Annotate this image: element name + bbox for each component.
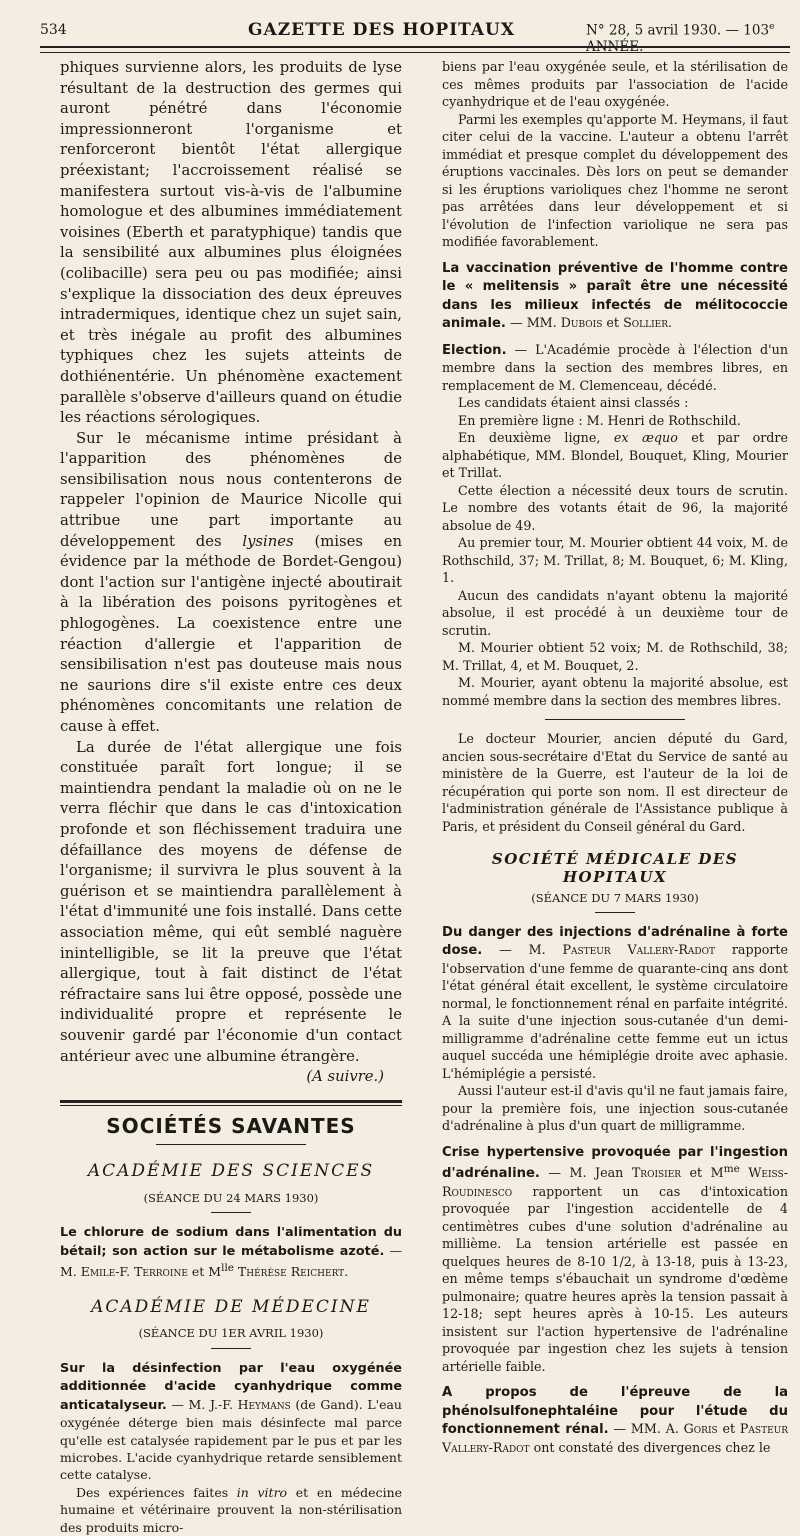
divider — [211, 1348, 251, 1349]
paragraph — [60, 429, 402, 738]
text-run-italic: in vitro — [236, 1484, 288, 1500]
text-run: et — [602, 315, 624, 330]
paragraph: M. Mourier, ayant obtenu la majorité absolue, est nommé membre dans la section des membres libres. — [442, 675, 788, 708]
divider — [211, 1212, 251, 1213]
header-rule — [40, 46, 790, 53]
session-date: (SÉANCE DU 1ER AVRIL 1930) — [138, 1326, 324, 1341]
paragraph: En première ligne : M. Henri de Rothschild. — [458, 412, 741, 428]
report-heading: Election. — [442, 342, 507, 358]
paragraph: Aussi l'auteur est-il d'avis qu'il ne faut jamais faire, pour la première fois, une injection sous-cutanée d'adrénaline à plus d'un quart de milligramme. — [442, 1083, 788, 1133]
page-header — [0, 14, 800, 55]
spacer — [442, 251, 788, 259]
report-heading: Sur la désinfection par l'eau oxygénée additionnée d'acide cyanhydrique comme anticatalyseur. — [60, 1361, 402, 1413]
paragraph: Parmi les exemples qu'apporte M. Heymans, il faut citer celui de la vaccine. L'auteur a obtenu l'arrêt immédiat et presque complet du développement des éruptions vaccinales. Dès lors on peut se demander si les éruptions varioliques chez l'homme ne seront pas arrêtées dans leur développement et si l'évolution de l'infection variolique ne sera pas modifiée favorablement. — [442, 111, 788, 249]
report-heading: Le chlorure de sodium dans l'alimentation du bétail; son action sur le métabolisme azoté. — [60, 1225, 402, 1259]
academy-title: ACADÉMIE DES SCIENCES — [87, 1161, 375, 1182]
author-name: Goris — [683, 1421, 718, 1437]
report-item — [60, 1359, 402, 1484]
paragraph: Cette élection a nécessité deux tours de scrutin. Le nombre des votants était de 96, la majorité absolue de 49. — [442, 482, 788, 533]
society-title: SOCIÉTÉ MÉDICALE DES HOPITAUX — [491, 850, 739, 886]
text-run-italic: ex æquo — [613, 430, 678, 445]
issue-date: N° 28, 5 avril 1930. — 103 — [586, 22, 770, 39]
spacer — [442, 333, 788, 341]
paragraph — [442, 429, 788, 482]
report-item — [442, 923, 788, 1083]
session-date: (SÉANCE DU 7 MARS 1930) — [531, 891, 699, 905]
text-run: — MM. A. — [608, 1421, 684, 1437]
text-run: Des expériences faites — [76, 1484, 237, 1500]
text-run: et — [717, 1421, 740, 1437]
report-item — [60, 1223, 402, 1280]
text-run: — M. — [60, 1242, 402, 1280]
author-name: Dubois — [560, 315, 603, 330]
text-run: rapporte l'observation d'une femme de quarante-cinq ans dont l'état général était excellent, le système circulatoire normal, le fonctionnement rénal en parfaite intégrité. A la suite d'une injection sous-cutanée d'un demi-milligramme d'adrénaline cette femme eut un ictus auquel succéda une hémiplégie droite avec aphasie. L'hémiplégie a persisté. — [442, 942, 789, 1081]
text-run: et par ordre alphabétique, MM. Blondel, Bouquet, Kling, Mourier et Trillat. — [442, 430, 788, 480]
text-run: — M. Jean — [539, 1165, 632, 1181]
text-run: et M — [681, 1165, 724, 1181]
text-run: — L'Académie procède à l'élection d'un membre dans la section des membres libres, en remplacement de M. Clemenceau, décédé. — [442, 341, 788, 393]
paragraph: Au premier tour, M. Mourier obtient 44 voix, M. de Rothschild, 37; M. Trillat, 8; M. Bouquet, 6; M. Kling, 1. — [442, 535, 788, 585]
right-column — [442, 58, 789, 1455]
paragraph — [60, 1484, 402, 1536]
journal-title: GAZETTE DES HOPITAUX — [248, 20, 516, 40]
report-heading: La vaccination préventive de l'homme contre le « melitensis » paraît être une nécessité dans les milieux infectés de mélitococcie animale. — [442, 260, 788, 331]
issue-year: ANNÉE. — [586, 38, 644, 55]
text-run: et M — [187, 1264, 222, 1280]
paragraph: Aucun des candidats n'ayant obtenu la majorité absolue, il est procédé à un deuxième tour de scrutin. — [442, 587, 788, 638]
author-name: Pasteur Vallery-Radot — [562, 942, 715, 957]
paragraph: biens par l'eau oxygénée seule, et la stérilisation de ces mêmes produits par l'association de l'acide cyanhydrique et de l'eau oxygénée. — [442, 59, 788, 109]
text-sup: lle — [221, 1262, 234, 1275]
paragraph: Les candidats étaient ainsi classés : — [458, 395, 689, 410]
divider — [545, 719, 685, 720]
text-run: — M. — [482, 942, 563, 957]
paragraph: phiques survienne alors, les produits de lyse résultant de la destruction des germes qui auront pénétré dans l'économie impressionneront l'organisme et renforceront bientôt l'état allergique préexistant; l'accroissement réalisé se manifestera surtout vis-à-vis de l'albumine homologue et des albumines immédiatement voisines (Eberth et paratyphique) tandis que la sensibilité aux albumines plus éloignées (colibacille) sera peu ou pas modifiée; ainsi s'explique la dissociation des deux épreuves intradermiques, identique chez un sujet sain, et très inégale au profit des albumines typhiques chez les sujets atteints de dothiénentérie. Un phénomène exactement parallèle s'observe d'ailleurs quand on étudie les réactions sérologiques. — [60, 59, 402, 427]
text-run: rapportent un cas d'intoxication provoquée par l'ingestion accidentelle de 4 centimètres cubes d'une solution d'adrénaline au millième. La tension artérielle est passée en quelques heures de 8-10 1/2, à 13-18, puis à 13-23, en même temps s'ébauchait un syndrome d'œdème pulmonaire; quatre heures après la tension passait à 12-18; sept heures après à 10-15. Les auteurs insistent sur l'action hypertensive de l'adrénaline provoquée par ingestion chez les sujets à tension artérielle faible. — [442, 1183, 788, 1374]
report-heading: Du danger des injections d'adrénaline à forte dose. — [442, 924, 788, 958]
report-item — [442, 1383, 788, 1456]
text-run: Sur le mécanisme intime présidant à l'apparition des phénomènes de sensibilisation nous nous contenterons de rappeler l'opinion de Maurice Nicolle qui attribue une part importante au développement des — [60, 429, 402, 550]
text-run: . — [344, 1264, 349, 1280]
report-item — [442, 1143, 788, 1376]
text-run: et en médecine humaine et vétérinaire prouvent la non-stérilisation des produits micro- — [60, 1484, 403, 1535]
report-heading: A propos de l'épreuve de la phénolsulfonephtaléine pour l'étude du fonctionnement rénal. — [442, 1385, 788, 1438]
issue-sup: e — [769, 22, 775, 32]
report-item — [442, 259, 788, 333]
text-run: — M. J.-F. — [166, 1396, 238, 1412]
session-date: (SÉANCE DU 24 MARS 1930) — [143, 1190, 319, 1205]
left-column — [60, 58, 403, 1535]
academy-title: ACADÉMIE DE MÉDECINE — [91, 1296, 371, 1317]
spacer — [442, 1375, 788, 1383]
author-name: Weiss-Roudinesco — [442, 1165, 788, 1199]
text-run: ont constaté des divergences chez le — [529, 1439, 771, 1455]
text-sup: me — [723, 1163, 740, 1175]
report-item — [442, 341, 788, 395]
paragraph: La durée de l'état allergique une fois constituée paraît fort longue; il se maintiendra pendant la maladie où on ne le verra fléchir que dans le cas d'intoxication profonde et son fléchissement traduira une défaillance des moyens de défense de l'organisme; il survivra le plus souvent à la guérison et se maintiendra parallèlement à l'état d'immunité une fois installé. Dans cette association même, qui eût semblé naguère inintelligible, se lit la preuve que l'état allergique, tout à fait distinct de l'état réfractaire sans lui être opposé, possède une individualité propre et représente le souvenir gardé par l'économie d'un contact antérieur avec une albumine étrangère. — [60, 738, 402, 1065]
author-name: Troisier — [631, 1165, 682, 1181]
text-run: (de Gand). L'eau oxygénée déterge bien mais désinfecte mal parce qu'elle est catalysée rapidement par le pus et par les microbes. L'acide cyanhydrique retarde sensiblement cette catalyse. — [60, 1396, 402, 1483]
section-rule — [60, 1100, 402, 1106]
author-name: Sollier — [623, 315, 669, 330]
report-heading: Crise hypertensive provoquée par l'ingestion d'adrénaline. — [442, 1144, 788, 1182]
text-run: En deuxième ligne, — [458, 430, 614, 445]
paragraph: Le docteur Mourier, ancien député du Gard, ancien sous-secrétaire d'Etat du Service de santé au ministère de la Guerre, est l'auteur de la loi de récupération qui porte son nom. Il est directeur de l'administration générale de l'Assistance publique à Paris, et président du Conseil général du Gard. — [442, 731, 788, 834]
text-run: — MM. — [505, 315, 561, 330]
divider — [595, 912, 635, 913]
continued-note: (A suivre.) — [306, 1068, 384, 1086]
text-run: . — [668, 315, 673, 330]
author-name: Emile-F. Terroine — [80, 1264, 188, 1280]
page-number: 534 — [40, 22, 67, 38]
text-run-italic: lysines — [242, 532, 294, 550]
author-name: Thérèse Reichert — [233, 1264, 345, 1280]
text-run: (mises en évidence par la méthode de Bordet-Gengou) dont l'action sur l'antigène injecté aboutirait à la libération des poisons pyritogènes et phlogogènes. La coexistence entre une réaction d'allergie et l'apparition de sensibilisation n'est pas douteuse mais nous ne saurions dire s'il existe entre ces deux phénomènes concomitants une relation de cause à effet. — [60, 532, 402, 735]
spacer — [442, 1135, 788, 1143]
paragraph: M. Mourier obtient 52 voix; M. de Rothschild, 38; M. Trillat, 4, et M. Bouquet, 2. — [442, 640, 788, 673]
author-name: Heymans — [237, 1396, 291, 1412]
author-name: Pasteur Vallery-Radot — [442, 1421, 789, 1455]
divider — [156, 1144, 306, 1145]
section-title: SOCIÉTÉS SAVANTES — [106, 1113, 356, 1138]
